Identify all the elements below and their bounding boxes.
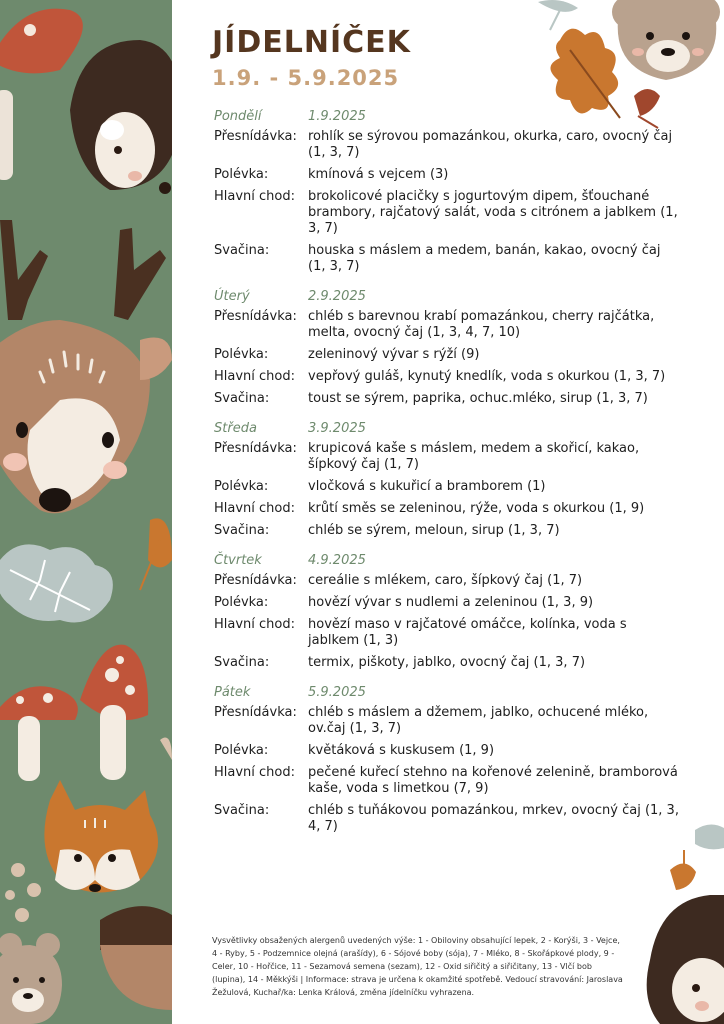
date-range: 1.9. - 5.9.2025 xyxy=(212,66,400,90)
day-heading xyxy=(214,684,680,702)
allergen-legend: Vysvětlivky obsažených alergenů uvedených výše: 1 - Obiloviny obsahující lepek, 2 - Korýši, 3 - Vejce, 4 - Ryby, 5 - Podzemnice olejná (arašídy), 6 - Sójové boby (sója), 7 - Mléko, 8 - Skořápkové plody, 9 - Celer, 10 - Hořčice, 11 - Sezamová semena (sezam), 12 - Oxid siřičitý a siřičitany, 13 - Vlčí bob (lupina), 14 - Měkkýši | Informace: strava je určena k okamžité spotřebě. Vedoucí stravování: Jaroslava Žežulová, Kuchař/ka: Lenka Králová, změna jídelníčku vyhrazena. xyxy=(212,936,623,997)
menu-header xyxy=(212,24,411,92)
meal-description: toust se sýrem, paprika, ochuc.mléko, sirup (1, 3, 7) xyxy=(308,391,648,406)
day-date: 4.9.2025 xyxy=(308,553,366,568)
day-section xyxy=(214,108,680,275)
meal-label: Svačina: xyxy=(214,523,270,538)
meal-label: Přesnídávka: xyxy=(214,309,297,324)
meal-description: cereálie s mlékem, caro, šípkový čaj (1, 7) xyxy=(308,573,583,588)
meal-description: chléb s tuňákovou pomazánkou, mrkev, ovocný čaj (1, 3, 4, 7) xyxy=(308,803,679,834)
meal-label: Přesnídávka: xyxy=(214,705,297,720)
acorn-icon xyxy=(100,906,172,1010)
meal-row xyxy=(214,347,680,363)
meal-row xyxy=(214,243,680,275)
meal-row xyxy=(214,595,680,611)
meal-description: vepřový guláš, kynutý knedlík, voda s okurkou (1, 3, 7) xyxy=(308,369,666,384)
meal-description: houska s máslem a medem, banán, kakao, ovocný čaj (1, 3, 7) xyxy=(308,243,661,274)
meal-description: kmínová s vejcem (3) xyxy=(308,167,449,182)
meal-row xyxy=(214,309,680,341)
meal-description: krupicová kaše s máslem, medem a skořicí, kakao, šípkový čaj (1, 7) xyxy=(308,441,640,472)
meal-row xyxy=(214,501,680,517)
meal-description: chléb se sýrem, meloun, sirup (1, 3, 7) xyxy=(308,523,560,538)
day-heading xyxy=(214,288,680,306)
meal-description: zeleninový vývar s rýží (9) xyxy=(308,347,480,362)
meal-row xyxy=(214,391,680,407)
meal-description: brokolicové placičky s jogurtovým dipem, šťouchané brambory, rajčatový salát, voda s citrónem a jablkem (1, 3, 7) xyxy=(308,189,678,236)
day-name: Pondělí xyxy=(214,109,262,124)
meal-description: termix, piškoty, jablko, ovocný čaj (1, 3, 7) xyxy=(308,655,586,670)
meal-row xyxy=(214,655,680,671)
meal-label: Hlavní chod: xyxy=(214,617,296,632)
oak-leaf-icon xyxy=(550,29,620,118)
bear-icon xyxy=(612,0,720,80)
day-name: Úterý xyxy=(214,289,250,304)
meal-label: Přesnídávka: xyxy=(214,573,297,588)
meal-row xyxy=(214,573,680,589)
meal-description: chléb s máslem a džemem, jablko, ochucené mléko, ov.čaj (1, 3, 7) xyxy=(308,705,649,736)
meal-row xyxy=(214,523,680,539)
meal-row xyxy=(214,743,680,759)
fox-icon xyxy=(44,780,158,893)
meal-description: vločková s kukuřicí a bramborem (1) xyxy=(308,479,546,494)
bottom-right-decoration xyxy=(640,820,724,1024)
meal-label: Svačina: xyxy=(214,391,270,406)
day-date: 5.9.2025 xyxy=(308,685,366,700)
meal-row xyxy=(214,705,680,737)
meal-description: rohlík se sýrovou pomazánkou, okurka, caro, ovocný čaj (1, 3, 7) xyxy=(308,129,673,160)
meal-label: Svačina: xyxy=(214,243,270,258)
day-heading xyxy=(214,108,680,126)
meal-label: Svačina: xyxy=(214,803,270,818)
day-heading xyxy=(214,420,680,438)
mushroom-icon xyxy=(0,9,83,180)
page-title: JÍDELNÍČEK xyxy=(212,25,411,60)
meal-label: Svačina: xyxy=(214,655,270,670)
meal-row xyxy=(214,765,680,797)
day-date: 3.9.2025 xyxy=(308,421,366,436)
grey-leaf-icon xyxy=(538,0,578,30)
meal-row xyxy=(214,369,680,385)
meal-description: hovězí vývar s nudlemi a zeleninou (1, 3, 9) xyxy=(308,595,594,610)
hedgehog-icon xyxy=(647,895,724,1024)
mushroom-icon xyxy=(0,645,172,781)
meal-label: Hlavní chod: xyxy=(214,765,296,780)
meal-label: Polévka: xyxy=(214,167,269,182)
meal-description: hovězí maso v rajčatové omáčce, kolínka, voda s jablkem (1, 3) xyxy=(308,617,627,648)
meal-description: pečené kuřecí stehno na kořenové zelenině, bramborová kaše, voda s limetkou (7, 9) xyxy=(308,765,678,796)
day-name: Středa xyxy=(214,421,257,436)
deer-icon xyxy=(0,320,172,513)
meal-label: Přesnídávka: xyxy=(214,129,297,144)
antlers-icon xyxy=(0,220,166,320)
meal-label: Hlavní chod: xyxy=(214,189,296,204)
meal-label: Polévka: xyxy=(214,743,269,758)
side-illustration-panel xyxy=(0,0,172,1024)
meal-label: Polévka: xyxy=(214,347,269,362)
day-name: Čtvrtek xyxy=(214,553,262,568)
berries-icon xyxy=(5,863,41,922)
meal-row xyxy=(214,189,680,237)
meal-row xyxy=(214,803,680,835)
meal-label: Hlavní chod: xyxy=(214,369,296,384)
meal-label: Polévka: xyxy=(214,595,269,610)
grey-leaf-icon xyxy=(695,824,724,849)
meal-row xyxy=(214,441,680,473)
day-section xyxy=(214,420,680,539)
day-section xyxy=(214,684,680,835)
day-date: 1.9.2025 xyxy=(308,109,366,124)
meal-description: chléb s barevnou krabí pomazánkou, cherry rajčátka, melta, ovocný čaj (1, 3, 4, 7, 10) xyxy=(308,309,655,340)
meal-row xyxy=(214,617,680,649)
meal-row xyxy=(214,129,680,161)
meal-row xyxy=(214,167,680,183)
meal-label: Polévka: xyxy=(214,479,269,494)
meal-label: Přesnídávka: xyxy=(214,441,297,456)
day-section xyxy=(214,288,680,407)
day-heading xyxy=(214,552,680,570)
day-name: Pátek xyxy=(214,685,251,700)
day-section xyxy=(214,552,680,671)
meal-description: krůtí směs se zeleninou, rýže, voda s okurkou (1, 9) xyxy=(308,501,645,516)
meal-description: květáková s kuskusem (1, 9) xyxy=(308,743,495,758)
weekly-menu xyxy=(214,108,680,848)
meal-row xyxy=(214,479,680,495)
leaf-icon xyxy=(670,850,696,890)
day-date: 2.9.2025 xyxy=(308,289,366,304)
bear-icon xyxy=(0,933,62,1024)
oak-leaf-icon xyxy=(0,544,113,622)
meal-label: Hlavní chod: xyxy=(214,501,296,516)
hedgehog-icon xyxy=(70,40,172,194)
leaf-icon xyxy=(140,518,172,590)
